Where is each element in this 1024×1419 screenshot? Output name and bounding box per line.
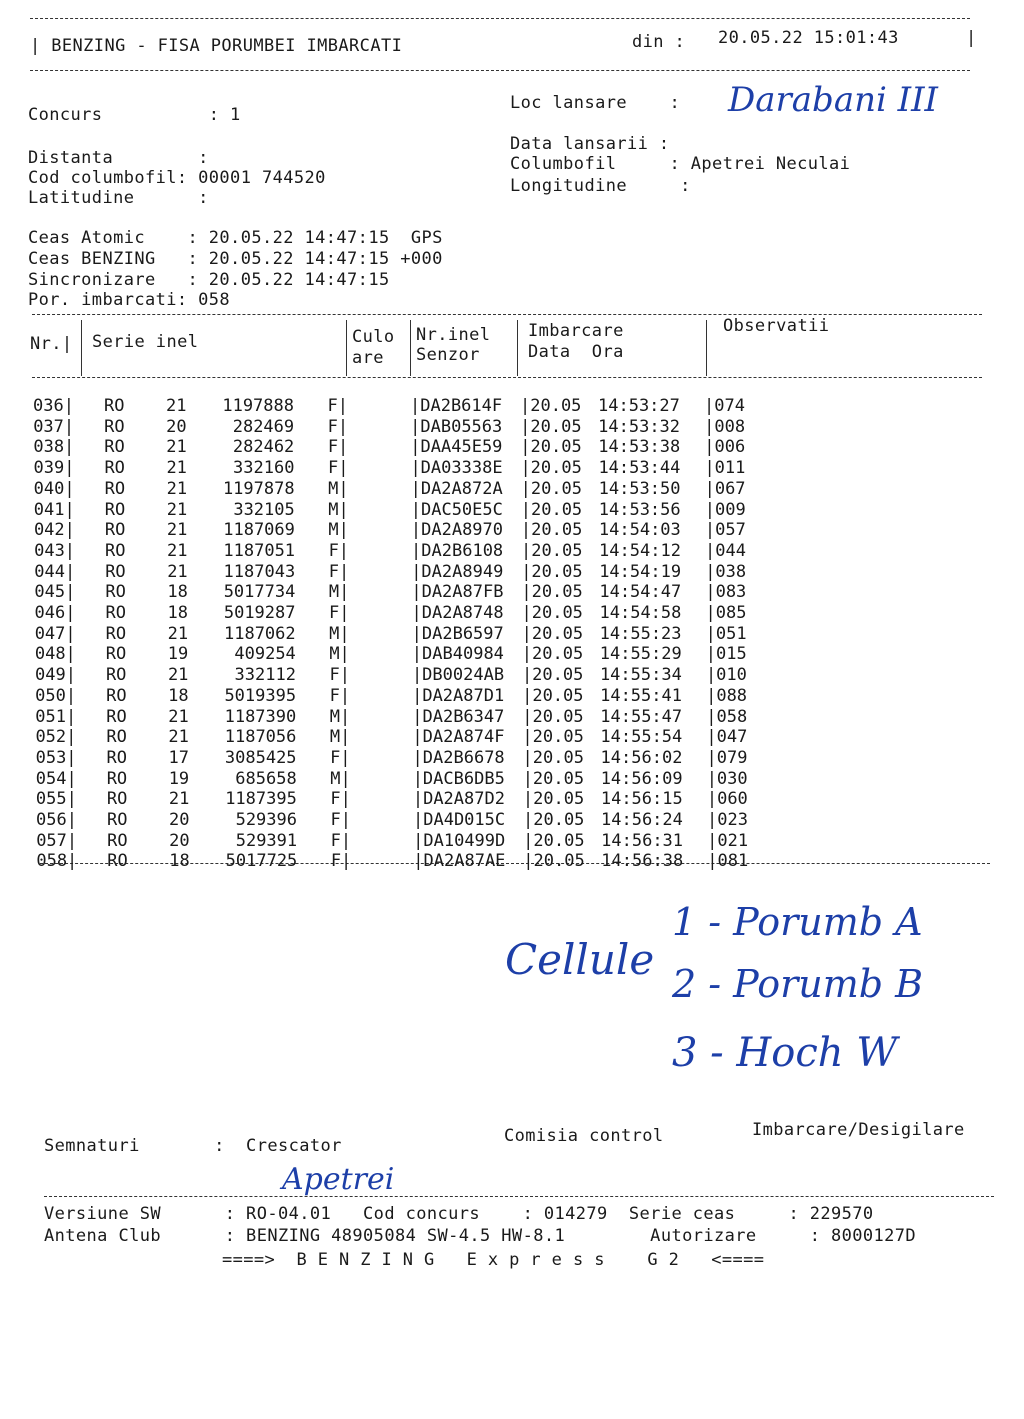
cell-inel: 5019287 — [223, 603, 296, 623]
cell-an: 21 — [167, 561, 188, 582]
cell-an: 21 — [166, 520, 188, 541]
cell-nr: 041| — [33, 499, 75, 520]
cell-senzor: |DAA45E59 — [410, 437, 503, 458]
cell-obs: |044 — [705, 540, 746, 561]
document-title: | BENZING - FISA PORUMBEI IMBARCATI — [30, 36, 403, 56]
versiune-sw-line: Versiune SW : RO-04.01 Cod concurs : 014279 Serie ceas : 229570 — [44, 1204, 874, 1224]
cell-ora: 14:56:15 — [600, 789, 683, 810]
cell-tara: RO — [105, 540, 126, 561]
din-label: din : — [632, 32, 686, 52]
cell-data: |20.05 — [521, 540, 583, 561]
handwritten-note-2: 2 - Porumb B — [672, 962, 924, 1006]
cell-tara: RO — [104, 478, 126, 499]
cell-ora: 14:56:31 — [601, 830, 684, 851]
cell-data: |20.05 — [522, 706, 584, 727]
header-serie-inel: Serie inel — [92, 332, 199, 352]
cell-sex: F| — [330, 851, 352, 872]
cell-senzor: |DAC50E5C — [410, 499, 503, 520]
cell-data: |20.05 — [520, 416, 582, 437]
cell-obs: |030 — [706, 768, 748, 789]
cell-sex: F| — [327, 458, 349, 479]
cell-ora: 14:56:09 — [600, 768, 683, 789]
cell-data: |20.05 — [520, 499, 583, 520]
cell-inel: 1187051 — [223, 540, 296, 561]
cell-senzor: |DA2A872A — [410, 478, 503, 499]
table-row — [0, 748, 1024, 769]
header-nr-inel: Nr.inel — [416, 325, 491, 345]
cell-senzor: |DA03338E — [410, 458, 503, 479]
table-row — [0, 541, 1024, 562]
cell-inel: 529391 — [235, 830, 298, 851]
table-row — [0, 624, 1024, 645]
cell-data: |20.05 — [522, 789, 585, 810]
header-culoare-1: Culo — [352, 327, 395, 347]
cell-nr: 054| — [35, 768, 77, 789]
table-row — [0, 479, 1024, 500]
table-row — [0, 810, 1024, 831]
header-imbarcare: Imbarcare — [528, 321, 624, 341]
cell-inel: 1187043 — [223, 561, 296, 582]
cell-obs: |006 — [704, 437, 746, 458]
cell-an: 21 — [167, 623, 189, 644]
ceas-benzing-field: Ceas BENZING : 20.05.22 14:47:15 +000 — [28, 249, 443, 269]
header-data-ora: Data Ora — [528, 342, 624, 362]
cell-sex: M| — [329, 706, 351, 727]
cell-ora: 14:53:27 — [598, 396, 680, 416]
cell-obs: |083 — [705, 582, 747, 603]
comisia-control-label: Comisia control — [504, 1126, 664, 1146]
table-row — [0, 707, 1024, 728]
cell-obs: |088 — [706, 685, 748, 706]
cell-sex: M| — [329, 644, 350, 665]
cell-sex: F| — [327, 437, 349, 458]
cell-sex: M| — [329, 727, 351, 748]
cell-an: 18 — [167, 603, 188, 623]
imbarcare-desigilare-label: Imbarcare/Desigilare — [752, 1120, 965, 1140]
table-row — [0, 644, 1024, 665]
cell-inel: 1197878 — [222, 478, 295, 499]
header-culoare-2: are — [352, 348, 384, 368]
ceas-atomic-field: Ceas Atomic : 20.05.22 14:47:15 GPS — [28, 228, 443, 248]
cell-obs: |010 — [705, 665, 747, 686]
col-sep-nr — [81, 320, 82, 376]
cell-nr: 057| — [36, 830, 78, 851]
cell-nr: 046| — [34, 603, 76, 623]
cell-nr: 044| — [34, 561, 76, 582]
cell-an: 21 — [166, 458, 187, 479]
cell-sex: M| — [329, 623, 350, 644]
cell-nr: 058| — [36, 851, 78, 872]
cell-data: |20.05 — [521, 623, 584, 644]
cell-inel: 5019395 — [224, 685, 297, 706]
cell-inel: 5017734 — [223, 582, 296, 603]
cell-senzor: |DA2A87D2 — [412, 789, 505, 810]
header-right-bar: | — [966, 28, 977, 48]
cell-an: 21 — [166, 437, 187, 458]
semnaturi-field: Semnaturi : Crescator — [44, 1136, 342, 1156]
cell-sex: F| — [329, 603, 350, 623]
handwritten-note-3: 3 - Hoch W — [672, 1030, 898, 1076]
table-row — [0, 500, 1024, 521]
cell-sex: F| — [328, 540, 350, 561]
cell-obs: |023 — [707, 810, 748, 830]
cell-an: 21 — [166, 396, 187, 416]
cell-tara: RO — [107, 830, 128, 851]
cell-sex: M| — [328, 520, 349, 541]
cell-obs: |067 — [704, 478, 746, 499]
cell-an: 18 — [168, 685, 189, 706]
cell-an: 20 — [166, 416, 187, 437]
cell-nr: 040| — [33, 478, 75, 499]
cell-inel: 685658 — [235, 768, 297, 789]
cell-obs: |074 — [704, 396, 745, 416]
cell-ora: 14:55:47 — [600, 706, 683, 727]
col-sep-senzor — [410, 320, 411, 376]
table-top-rule — [32, 314, 982, 315]
cell-nr: 037| — [33, 416, 75, 437]
cell-obs: |058 — [706, 706, 748, 727]
cell-sex: F| — [329, 665, 350, 686]
cell-tara: RO — [104, 437, 125, 458]
cell-inel: 1187062 — [223, 623, 296, 644]
cell-data: |20.05 — [522, 685, 584, 706]
cell-sex: M| — [328, 582, 350, 603]
cell-tara: RO — [104, 396, 125, 416]
cell-nr: 038| — [33, 437, 75, 458]
cell-an: 17 — [168, 747, 190, 768]
cell-ora: 14:55:29 — [599, 644, 682, 665]
table-row — [0, 417, 1024, 438]
cell-inel: 332160 — [233, 458, 295, 479]
cell-senzor: |DA2A87FB — [411, 582, 504, 603]
cell-sex: F| — [330, 789, 351, 810]
cell-data: |20.05 — [522, 768, 585, 789]
cell-inel: 529396 — [235, 810, 297, 830]
cell-ora: 14:54:47 — [599, 582, 682, 603]
cell-senzor: |DA2A87AE — [413, 851, 506, 872]
cell-tara: RO — [104, 520, 126, 541]
cell-senzor: |DA2A8748 — [411, 603, 504, 623]
cell-ora: 14:53:44 — [598, 458, 681, 479]
cell-sex: F| — [327, 396, 348, 416]
concurs-field: Concurs : 1 — [28, 105, 241, 125]
table-row — [0, 562, 1024, 583]
cell-senzor: |DA2B6108 — [411, 540, 504, 561]
cell-sex: M| — [328, 478, 349, 499]
cell-data: |20.05 — [523, 830, 585, 851]
cell-nr: 052| — [35, 727, 77, 748]
cell-senzor: |DA2A87D1 — [412, 685, 505, 706]
header-senzor: Senzor — [416, 345, 480, 365]
header-top-rule — [30, 18, 970, 19]
cell-inel: 409254 — [234, 644, 296, 665]
cell-tara: RO — [106, 789, 128, 810]
handwritten-note-1: 1 - Porumb A — [672, 900, 923, 944]
cod-columbofil-field: Cod columbofil: 00001 744520 — [28, 168, 326, 188]
cell-sex: F| — [330, 810, 351, 830]
cell-tara: RO — [106, 747, 128, 768]
cell-data: |20.05 — [522, 747, 584, 768]
cell-obs: |085 — [705, 603, 747, 623]
cell-an: 21 — [167, 665, 189, 686]
benzing-express-line: ====> B E N Z I N G E x p r e s s G 2 <==== — [222, 1250, 765, 1270]
cell-obs: |047 — [706, 727, 748, 748]
table-row — [0, 727, 1024, 748]
table-row — [0, 665, 1024, 686]
cell-senzor: |DA2B6678 — [412, 747, 505, 768]
cell-sex: F| — [328, 561, 350, 582]
cell-sex: F| — [330, 747, 351, 768]
cell-data: |20.05 — [521, 665, 584, 686]
longitudine-field: Longitudine : — [510, 176, 691, 196]
cell-ora: 14:53:32 — [598, 416, 681, 437]
cell-ora: 14:55:34 — [599, 665, 682, 686]
cell-nr: 036| — [33, 396, 74, 416]
cell-ora: 14:54:58 — [599, 603, 682, 623]
cell-data: |20.05 — [521, 644, 584, 665]
cell-senzor: |DA2B614F — [410, 396, 503, 416]
cell-nr: 049| — [34, 665, 76, 686]
cell-obs: |057 — [704, 520, 746, 541]
cell-an: 21 — [168, 727, 189, 748]
cell-senzor: |DA2B6597 — [411, 623, 504, 644]
cell-ora: 14:54:03 — [598, 520, 681, 541]
cell-nr: 050| — [35, 685, 77, 706]
cell-obs: |015 — [705, 644, 747, 665]
cell-an: 21 — [168, 789, 190, 810]
cell-obs: |009 — [704, 499, 746, 520]
sincronizare-field: Sincronizare : 20.05.22 14:47:15 — [28, 270, 390, 290]
cell-tara: RO — [105, 582, 126, 603]
cell-senzor: |DB0024AB — [411, 665, 505, 686]
cell-senzor: |DA10499D — [413, 830, 506, 851]
cell-ora: 14:56:02 — [600, 747, 683, 768]
cell-an: 18 — [169, 851, 190, 872]
table-row — [0, 686, 1024, 707]
cell-senzor: |DAB05563 — [410, 416, 503, 437]
cell-ora: 14:56:38 — [601, 851, 684, 872]
cell-an: 19 — [168, 768, 190, 789]
crescator-signature: Apetrei — [282, 1162, 395, 1197]
cell-tara: RO — [104, 416, 125, 437]
table-row — [0, 396, 1024, 417]
por-imbarcati-field: Por. imbarcati: 058 — [28, 290, 231, 310]
cell-obs: |021 — [707, 830, 749, 851]
cell-data: |20.05 — [520, 478, 583, 499]
cell-data: |20.05 — [520, 396, 582, 416]
cell-tara: RO — [106, 685, 127, 706]
cell-an: 21 — [166, 499, 188, 520]
cell-tara: RO — [105, 665, 127, 686]
cell-data: |20.05 — [520, 437, 582, 458]
cell-an: 20 — [169, 810, 190, 830]
handwritten-notes-word: Cellule — [505, 935, 655, 984]
cell-senzor: |DAB40984 — [411, 644, 504, 665]
antena-club-line: Antena Club : BENZING 48905084 SW-4.5 HW-8.1 Autorizare : 8000127D — [44, 1226, 917, 1246]
table-header-rule — [32, 377, 982, 378]
table-row — [0, 603, 1024, 624]
cell-inel: 5017725 — [225, 851, 298, 872]
cell-nr: 047| — [34, 623, 76, 644]
cell-obs: |008 — [704, 416, 746, 437]
cell-ora: 14:53:50 — [598, 478, 681, 499]
columbofil-field: Columbofil : Apetrei Neculai — [510, 154, 851, 174]
cell-data: |20.05 — [523, 851, 585, 872]
cell-nr: 039| — [33, 458, 75, 479]
cell-tara: RO — [107, 851, 128, 872]
cell-tara: RO — [106, 706, 127, 727]
distanta-field: Distanta : — [28, 148, 209, 168]
cell-obs: |011 — [704, 458, 746, 479]
col-sep-culoare — [346, 320, 347, 376]
table-row — [0, 769, 1024, 790]
cell-data: |20.05 — [521, 582, 583, 603]
table-row — [0, 831, 1024, 852]
footer-rule — [44, 1196, 994, 1197]
cell-ora: 14:55:41 — [600, 685, 682, 706]
cell-obs: |060 — [706, 789, 748, 810]
cell-tara: RO — [105, 623, 127, 644]
table-row — [0, 437, 1024, 458]
cell-obs: |081 — [707, 851, 749, 872]
cell-nr: 043| — [34, 540, 76, 561]
print-timestamp: 20.05.22 15:01:43 — [718, 28, 899, 48]
cell-ora: 14:55:23 — [599, 623, 682, 644]
loc-lansare-label: Loc lansare : — [510, 93, 681, 113]
cell-inel: 1197888 — [222, 396, 294, 416]
cell-senzor: |DA2A8970 — [410, 520, 504, 541]
cell-inel: 1187395 — [225, 789, 297, 810]
cell-sex: F| — [329, 685, 351, 706]
cell-inel: 3085425 — [224, 747, 297, 768]
cell-ora: 14:53:38 — [598, 437, 681, 458]
cell-inel: 1187390 — [224, 706, 297, 727]
header-observatii: Observatii — [723, 316, 830, 336]
cell-nr: 055| — [35, 789, 77, 810]
col-sep-imbarcare — [517, 320, 518, 376]
cell-senzor: |DA2B6347 — [412, 706, 505, 727]
cell-tara: RO — [104, 458, 125, 479]
cell-nr: 053| — [35, 747, 77, 768]
cell-sex: M| — [328, 499, 349, 520]
loc-lansare-handwritten: Darabani III — [728, 80, 938, 120]
cell-an: 21 — [168, 706, 189, 727]
cell-data: |20.05 — [520, 458, 582, 479]
col-sep-observatii — [706, 320, 707, 376]
cell-senzor: |DA4D015C — [413, 810, 506, 830]
cell-data: |20.05 — [521, 603, 583, 623]
table-row — [0, 520, 1024, 541]
cell-obs: |038 — [705, 561, 747, 582]
cell-tara: RO — [106, 727, 127, 748]
cell-inel: 332112 — [234, 665, 296, 686]
cell-tara: RO — [107, 810, 128, 830]
latitudine-field: Latitudine : — [28, 188, 209, 208]
cell-ora: 14:56:24 — [601, 810, 683, 830]
cell-an: 21 — [167, 540, 188, 561]
cell-an: 19 — [167, 644, 189, 665]
cell-sex: M| — [330, 768, 351, 789]
table-row — [0, 789, 1024, 810]
cell-obs: |079 — [706, 747, 748, 768]
header-bottom-rule — [30, 70, 970, 71]
cell-senzor: |DACB6DB5 — [412, 768, 505, 789]
cell-tara: RO — [105, 603, 126, 623]
cell-data: |20.05 — [520, 520, 583, 541]
cell-nr: 042| — [33, 520, 75, 541]
cell-senzor: |DA2A8949 — [411, 561, 504, 582]
data-lansarii-field: Data lansarii : — [510, 134, 670, 154]
table-row — [0, 458, 1024, 479]
cell-ora: 14:55:54 — [600, 727, 683, 748]
cell-ora: 14:54:12 — [599, 540, 681, 561]
cell-data: |20.05 — [521, 561, 583, 582]
cell-inel: 1187056 — [224, 727, 297, 748]
cell-tara: RO — [105, 644, 127, 665]
cell-data: |20.05 — [522, 727, 584, 748]
cell-data: |20.05 — [523, 810, 585, 830]
header-nr: Nr.| — [30, 334, 73, 354]
cell-obs: |051 — [705, 623, 747, 644]
cell-nr: 051| — [35, 706, 77, 727]
cell-nr: 048| — [34, 644, 76, 665]
cell-tara: RO — [105, 561, 126, 582]
table-row — [0, 582, 1024, 603]
cell-an: 20 — [169, 830, 190, 851]
cell-inel: 332105 — [233, 499, 295, 520]
cell-nr: 045| — [34, 582, 76, 603]
cell-inel: 1187069 — [223, 520, 295, 541]
cell-ora: 14:54:19 — [599, 561, 682, 582]
cell-inel: 282469 — [232, 416, 295, 437]
cell-sex: F| — [330, 830, 352, 851]
cell-nr: 056| — [36, 810, 77, 830]
cell-an: 21 — [166, 478, 188, 499]
cell-an: 18 — [167, 582, 188, 603]
cell-senzor: |DA2A874F — [412, 727, 505, 748]
cell-inel: 282462 — [232, 437, 295, 458]
cell-sex: F| — [327, 416, 349, 437]
cell-tara: RO — [104, 499, 126, 520]
cell-ora: 14:53:56 — [598, 499, 681, 520]
table-row — [0, 851, 1024, 872]
cell-tara: RO — [106, 768, 128, 789]
